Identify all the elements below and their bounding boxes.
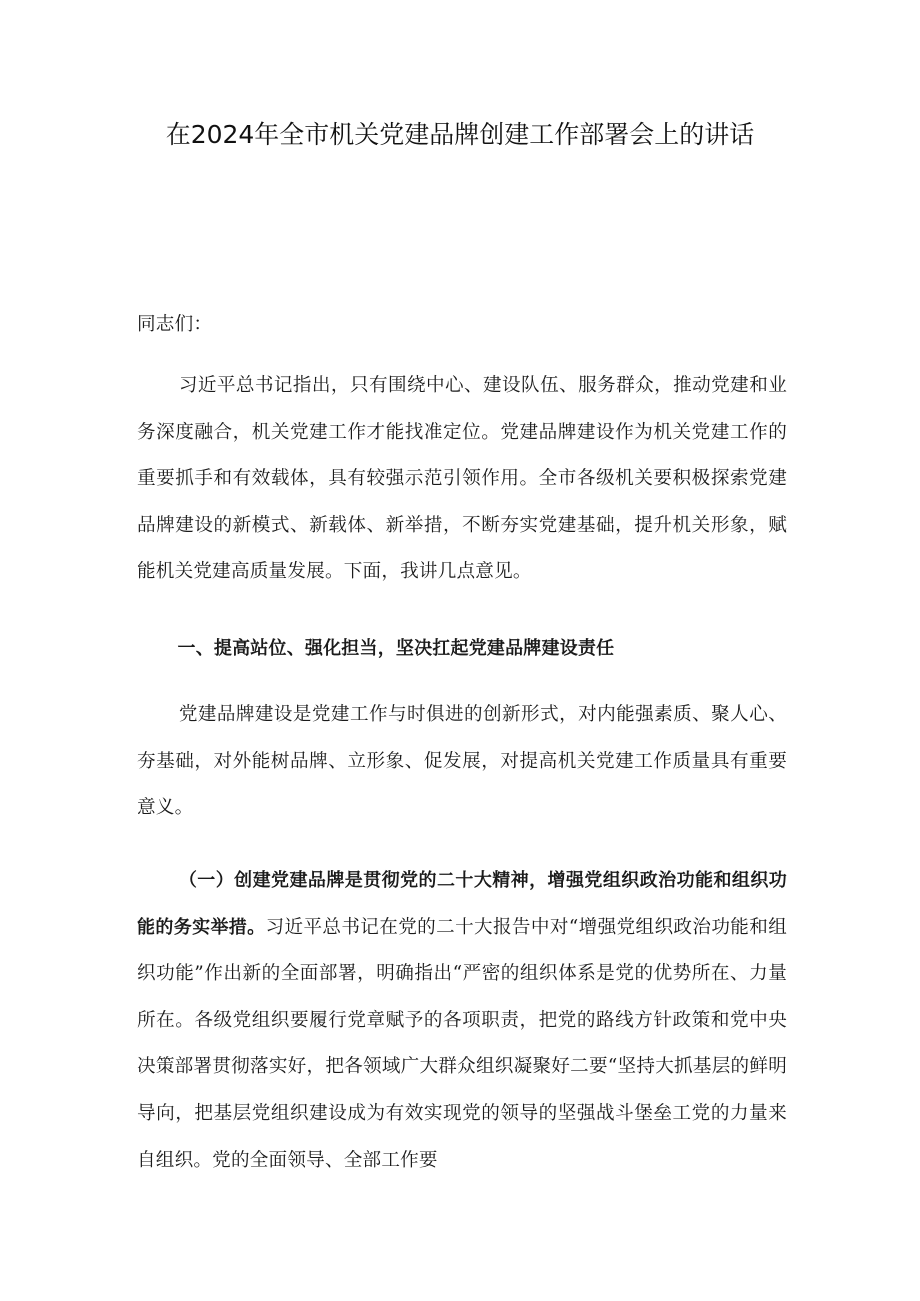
section-heading-1: 一、提高站位、强化担当，坚决扛起党建品牌建设责任: [177, 638, 615, 659]
document-title: 在2024年全市机关党建品牌创建工作部署会上的讲话: [165, 120, 755, 149]
point-1-body-text: 习近平总书记在党的二十大报告中对“增强党组织政治功能和组织功能”作出新的全面部署，明确指出“严密的组织体系是党的优势所在、力量所在。各级党组织要履行党章赋予的各项职责，把党的路线方针政策和党中央决策部署贯彻落实好，把各领域广大群众组织凝聚好二要“坚持大抓基层的鲜明导向，把基层党组织建设成为有效实现党的领导的坚强战斗堡垒工党的力量来自组织。党的全面领导、全部工作要: [137, 916, 787, 1171]
point-1-lead-sentence: （一）创建党建品牌是贯彻党的二十大精神，增强党组织政治功能和组织功能的务实举措。: [137, 870, 787, 938]
section-1-paragraph: 党建品牌建设是党建工作与时俱进的创新形式，对内能强素质、聚人心、夯基础，对外能树品牌、立形象、促发展，对提高机关党建工作质量具有重要意义。: [137, 704, 787, 819]
salutation: 同志们：: [137, 314, 213, 335]
intro-paragraph: 习近平总书记指出，只有围绕中心、建设队伍、服务群众，推动党建和业务深度融合，机关党建工作才能找准定位。党建品牌建设作为机关党建工作的重要抓手和有效载体，具有较强示范引领作用。全市各级机关要积极探索党建品牌建设的新模式、新载体、新举措，不断夯实党建基础，提升机关形象，赋能机关党建高质量发展。下面，我讲几点意见。: [137, 375, 787, 583]
point-1-paragraph: [137, 858, 787, 1184]
